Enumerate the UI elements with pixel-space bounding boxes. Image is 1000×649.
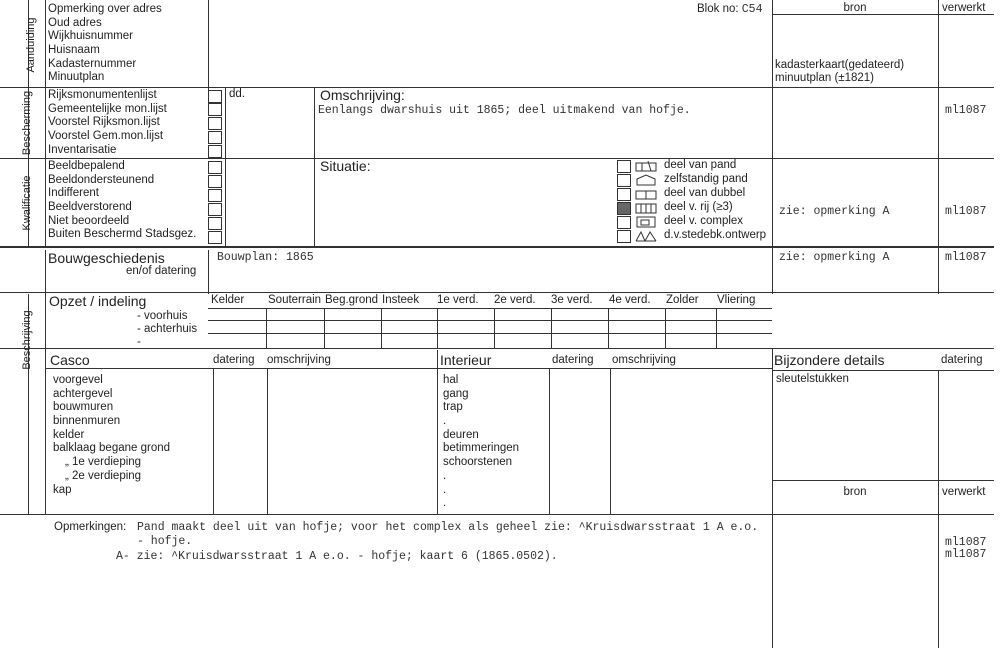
bijzondere-verwerkt: verwerkt [942, 486, 986, 498]
omschrijving-label: Omschrijving: [320, 87, 405, 103]
kwalificatie-item: Beeldbepalend [48, 160, 125, 172]
situatie-checkbox[interactable] [617, 174, 631, 187]
situatie-option: deel v. complex [664, 215, 744, 227]
checkbox-beeldondersteunend[interactable] [208, 175, 222, 188]
situatie-label: Situatie: [320, 158, 371, 174]
checkbox-inventarisatie[interactable] [208, 145, 222, 158]
verwerkt-header: verwerkt [942, 2, 986, 14]
house-icon [635, 174, 657, 186]
kwalificatie-item: Beeldondersteunend [48, 173, 155, 186]
casco-item: bouwmuren [53, 401, 114, 414]
casco-item: achtergevel [53, 387, 113, 400]
situatie-checkbox-selected[interactable] [617, 202, 631, 215]
interieur-item: . [443, 497, 447, 510]
opmerkingen-label: Opmerkingen: [54, 521, 127, 533]
casco-item: kelder [53, 428, 85, 441]
bijzondere-col-datering: datering [941, 354, 983, 366]
kwalificatie-item: Buiten Beschermd Stadsgez. [48, 228, 197, 241]
interieur-item: schoorstenen [443, 456, 513, 469]
checkbox-voorstel-gem[interactable] [208, 131, 222, 144]
situatie-option: zelfstandig pand [664, 173, 748, 185]
bron-kadaster: kadasterkaart(gedateerd) [775, 59, 905, 71]
bijzondere-bron: bron [843, 486, 867, 498]
opzet-col: Insteek [382, 294, 420, 306]
situatie-checkbox[interactable] [617, 160, 631, 173]
opmerkingen-verwerkt: ml1087 [945, 536, 987, 549]
kwalificatie-item: Indifferent [48, 187, 99, 200]
blok-label: Blok no: C54 [697, 3, 763, 16]
section-bescherming: Bescherming [21, 90, 33, 156]
opmerkingen-verwerkt: ml1087 [945, 548, 987, 561]
aanduiding-list [48, 3, 162, 85]
aanduiding-item: Minuutplan [48, 71, 105, 84]
bouwgeschiedenis-bron: zie: opmerking A [779, 251, 890, 264]
bijzondere-item: sleutelstukken [776, 373, 849, 385]
bescherming-item: Voorstel Rijksmon.lijst [48, 116, 160, 129]
opzet-row-achterhuis: - achterhuis [137, 323, 198, 335]
complex-icon [635, 216, 657, 228]
section-aanduiding: Aanduiding [25, 17, 37, 73]
opzet-col: Kelder [211, 294, 245, 306]
casco-col-omschrijving: omschrijving [267, 354, 331, 366]
bouwgeschiedenis-verwerkt: ml1087 [945, 251, 987, 264]
omschrijving-text: Eenlangs dwarshuis uit 1865; deel uitmakend van hofje. [318, 104, 691, 117]
casco-list [53, 374, 170, 497]
bron-header: bron [843, 2, 867, 14]
opzet-col: Vliering [717, 294, 756, 306]
bijzondere-label: Bijzondere details [774, 352, 885, 368]
casco-item: balklaag begane grond [53, 442, 171, 455]
opmerkingen-line2: - hofje. [137, 535, 193, 548]
casco-col-datering: datering [213, 354, 255, 366]
interieur-item: trap [443, 401, 463, 414]
opzet-col: 2e verd. [494, 294, 536, 306]
checkbox-beeldbepalend[interactable] [208, 161, 222, 174]
interieur-item: deuren [443, 428, 479, 441]
opzet-row-voorhuis: - voorhuis [137, 310, 188, 322]
section-beschrijving: Beschrijving [21, 310, 33, 370]
checkbox-niet-beoordeeld[interactable] [208, 217, 222, 230]
checkbox-buiten-beschermd[interactable] [208, 231, 222, 244]
situatie-checkbox[interactable] [617, 188, 631, 201]
casco-label: Casco [50, 352, 90, 368]
aanduiding-item: Opmerking over adres [48, 3, 162, 15]
bron-minuutplan: minuutplan (±1821) [775, 72, 875, 84]
opzet-label: Opzet / indeling [49, 293, 147, 309]
kwalificatie-bron: zie: opmerking A [779, 205, 890, 218]
pand-icon [635, 160, 657, 172]
dd-label: dd. [229, 88, 245, 100]
bescherming-item: Gemeentelijke mon.lijst [48, 102, 167, 115]
casco-item: voorgevel [53, 374, 103, 386]
interieur-item: hal [443, 374, 459, 386]
bouwgeschiedenis-sublabel: en/of datering [126, 265, 197, 277]
checkbox-gemeentelijk[interactable] [208, 103, 222, 116]
kwalificatie-verwerkt: ml1087 [945, 205, 987, 218]
opzet-col: Zolder [666, 294, 699, 306]
urban-design-icon [635, 230, 657, 242]
aanduiding-item: Oud adres [48, 16, 102, 29]
aanduiding-item: Huisnaam [48, 44, 100, 57]
aanduiding-item: Kadasternummer [48, 57, 137, 70]
row-houses-icon [635, 202, 657, 214]
situatie-option: deel van dubbel [664, 187, 746, 199]
situatie-option: d.v.stedebk.ontwerp [664, 229, 767, 241]
casco-item: binnenmuren [53, 415, 121, 428]
situatie-checkbox[interactable] [617, 216, 631, 229]
section-kwalificatie: Kwalificatie [21, 175, 33, 231]
kwalificatie-item: Beeldverstorend [48, 201, 132, 214]
bescherming-item: Voorstel Gem.mon.lijst [48, 130, 164, 143]
opmerkingen-line3: A- zie: ^Kruisdwarsstraat 1 A e.o. - hofje; kaart 6 (1865.0502). [116, 550, 558, 563]
interieur-item: gang [443, 387, 469, 400]
interieur-item: . [443, 469, 447, 482]
checkbox-voorstel-rijks[interactable] [208, 117, 222, 130]
situatie-option: deel van pand [664, 159, 737, 171]
casco-item: „ 2e verdieping [65, 469, 142, 482]
checkbox-beeldverstorend[interactable] [208, 203, 222, 216]
opzet-row-extra: - [137, 336, 141, 348]
situatie-checkbox[interactable] [617, 230, 631, 243]
interieur-item: betimmeringen [443, 442, 520, 455]
situatie-option: deel v. rij (≥3) [664, 201, 733, 213]
blok-value: C54 [741, 3, 763, 16]
interieur-item: . [443, 483, 447, 496]
bouwplan-value: Bouwplan: 1865 [217, 251, 314, 264]
opzet-col: 4e verd. [609, 294, 651, 306]
bouwgeschiedenis-label: Bouwgeschiedenis [48, 250, 165, 266]
opzet-col: 1e verd. [437, 294, 479, 306]
bescherming-verwerkt: ml1087 [945, 104, 987, 117]
opzet-col: 3e verd. [551, 294, 593, 306]
interieur-label: Interieur [440, 352, 492, 368]
bescherming-list [48, 89, 167, 157]
opzet-col: Souterrain [268, 294, 322, 306]
kwalificatie-list [48, 160, 196, 242]
interieur-item: . [443, 415, 447, 428]
opmerkingen-line1: Pand maakt deel uit van hofje; voor het complex als geheel zie: ^Kruisdwarsstraat 1 A e.o. [137, 521, 759, 534]
interieur-col-omschrijving: omschrijving [612, 354, 676, 366]
casco-item: kap [53, 483, 72, 496]
interieur-list [443, 374, 519, 511]
checkbox-indifferent[interactable] [208, 189, 222, 202]
casco-item: „ 1e verdieping [65, 456, 142, 469]
checkbox-rijksmonument[interactable] [208, 90, 222, 103]
kwalificatie-item: Niet beoordeeld [48, 214, 130, 227]
bescherming-item: Inventarisatie [48, 143, 117, 156]
interieur-col-datering: datering [552, 354, 594, 366]
bescherming-item: Rijksmonumentenlijst [48, 89, 157, 101]
double-house-icon [635, 188, 657, 200]
aanduiding-item: Wijkhuisnummer [48, 30, 133, 43]
opzet-col: Beg.grond [325, 294, 379, 306]
